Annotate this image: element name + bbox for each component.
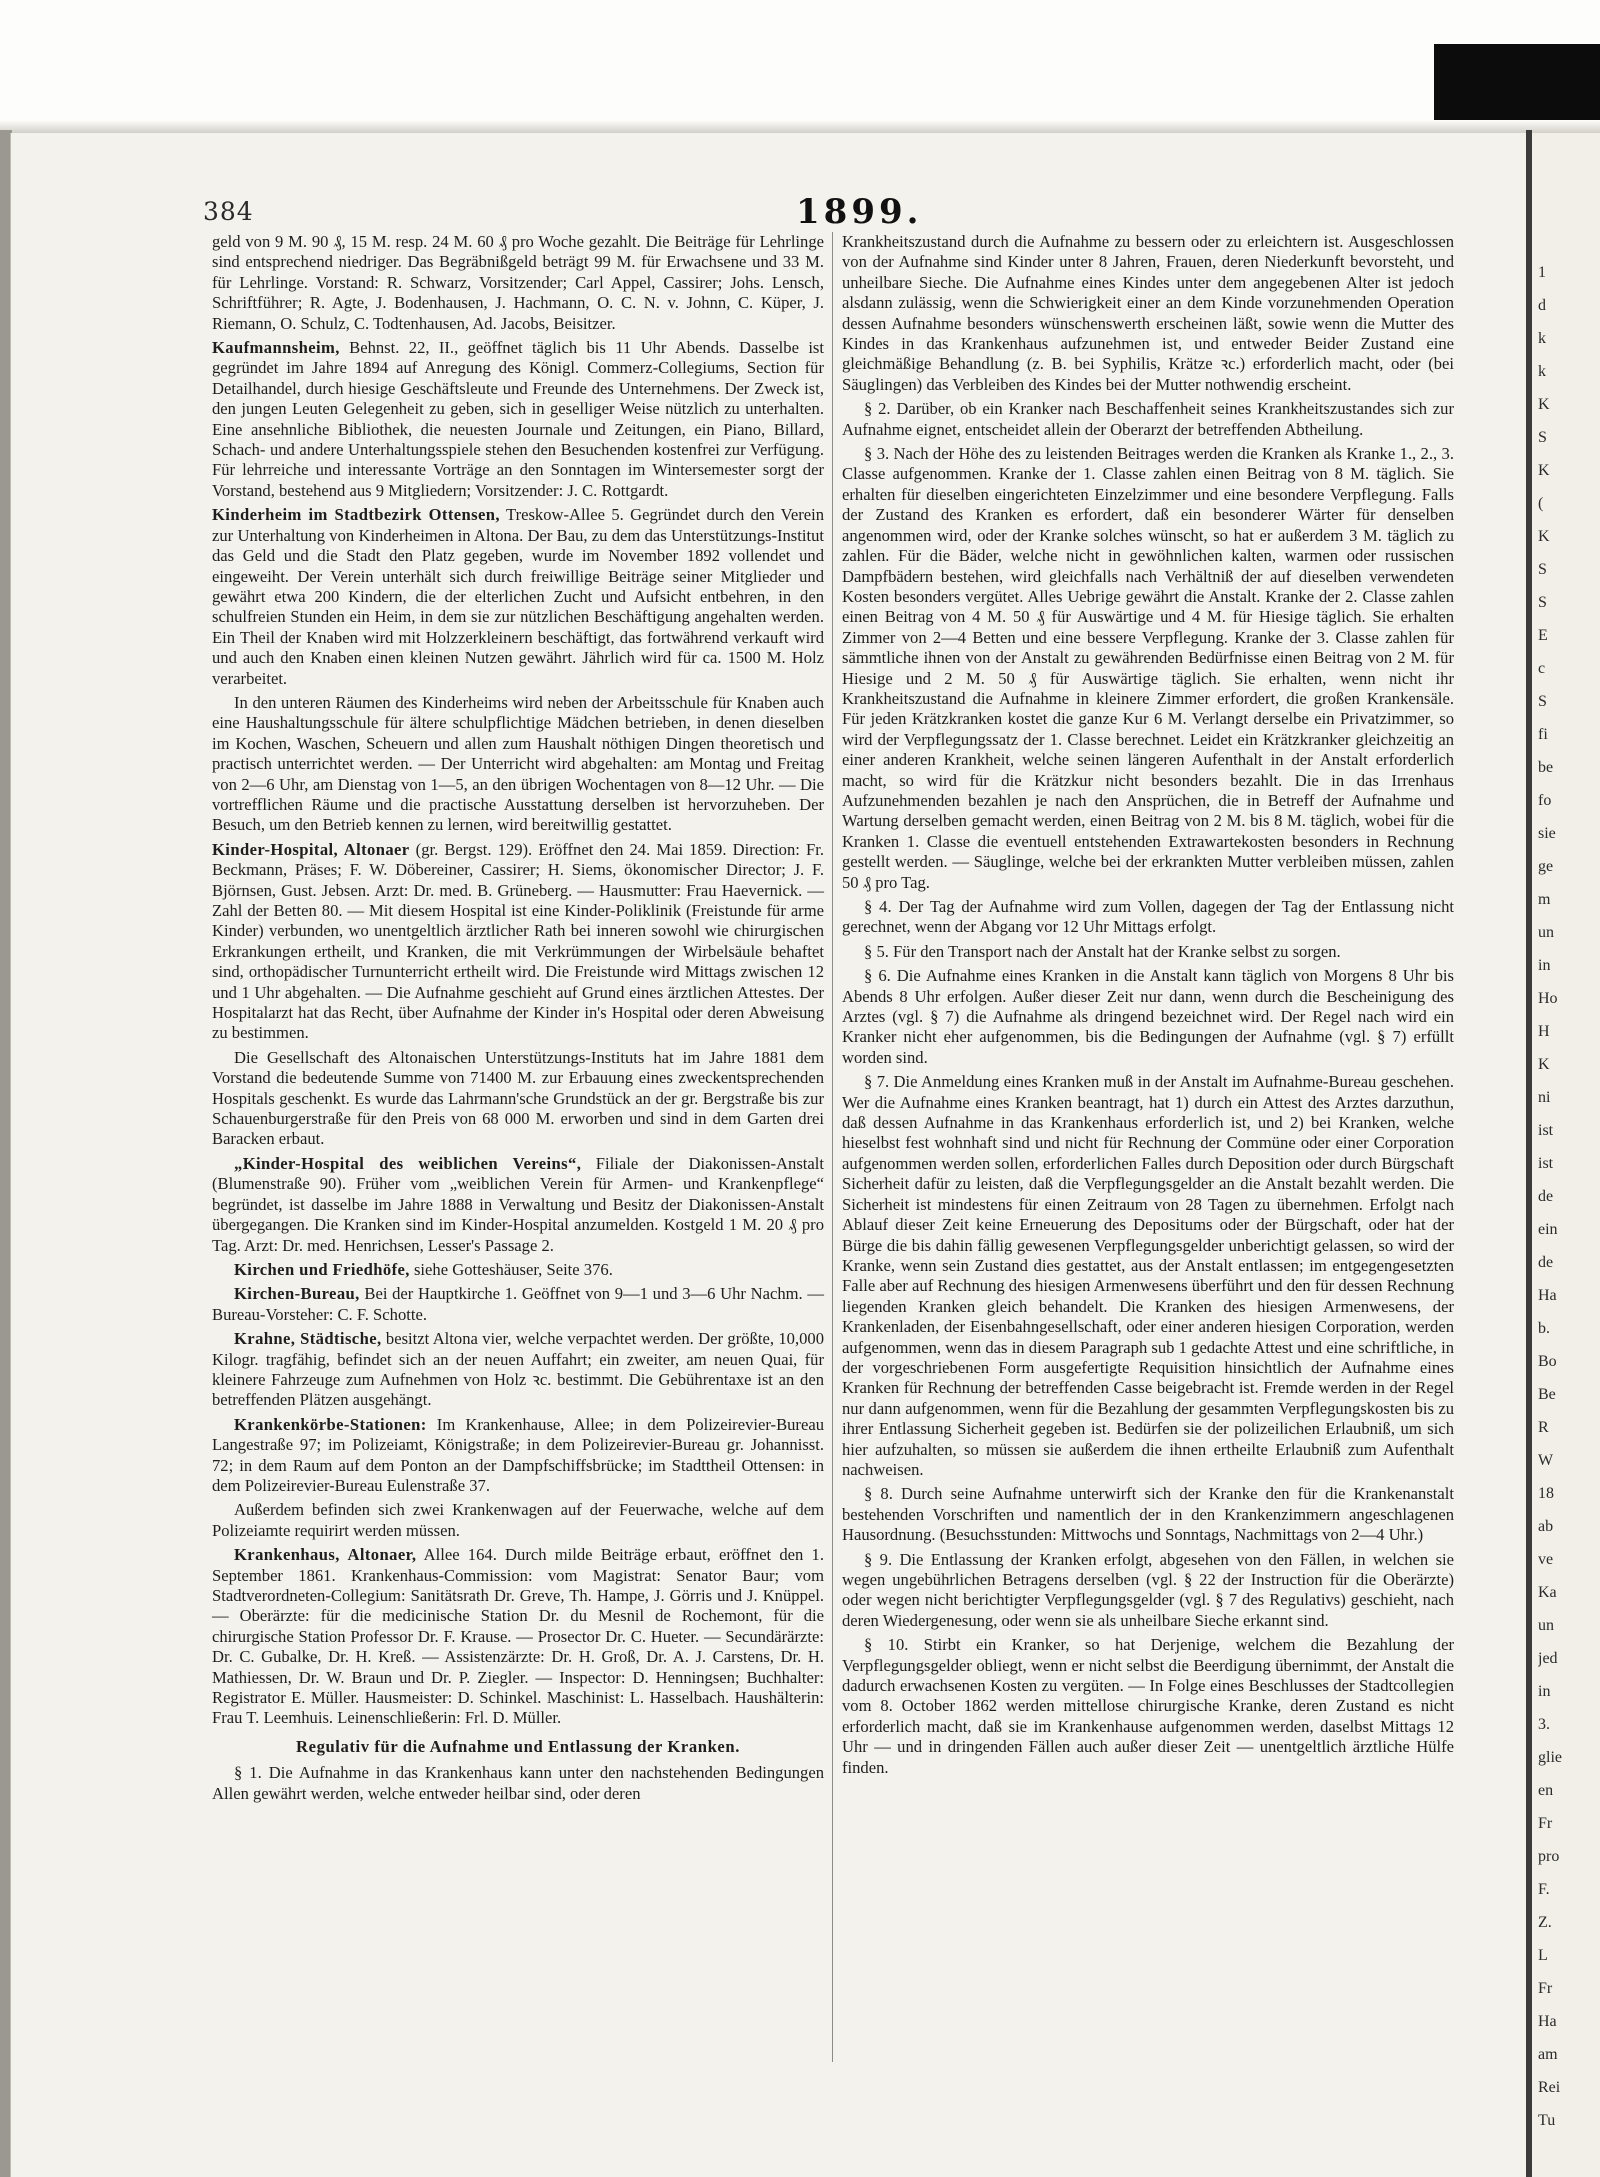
paragraph — [212, 1415, 824, 1497]
paragraph — [212, 1048, 824, 1150]
next-page-fragment: ist — [1538, 1122, 1554, 1139]
next-page-fragment: 3. — [1538, 1716, 1550, 1733]
paragraph-text: § 4. Der Tag der Aufnahme wird zum Vollen, dagegen der Tag der Entlassung nicht gerechnet, wenn der Abgang vor 12 Uhr Mittags erfolgt. — [842, 897, 1454, 937]
entry-heading: Krankenhaus, Altonaer, — [234, 1545, 417, 1565]
next-page-fragment: be — [1538, 759, 1554, 776]
next-page-fragment: de — [1538, 1188, 1554, 1205]
next-page-fragment: Ka — [1538, 1584, 1557, 1601]
entry-heading: „Kinder-Hospital des weiblichen Vereins“, — [234, 1153, 582, 1173]
paragraph — [212, 1329, 824, 1411]
paragraph — [212, 1260, 824, 1280]
paragraph — [212, 1154, 824, 1256]
next-page-fragment: b. — [1538, 1320, 1550, 1337]
next-page-fragment: Fr — [1538, 1980, 1553, 1997]
entry-heading: Krankenkörbe-Stationen: — [234, 1414, 427, 1434]
next-page-fragment: in — [1538, 957, 1551, 974]
next-page-fragment: S — [1538, 429, 1547, 446]
next-page-fragment: R — [1538, 1419, 1549, 1436]
next-page-fragment: ( — [1538, 495, 1544, 512]
next-page-fragment: in — [1538, 1683, 1551, 1700]
next-page-fragment: k — [1538, 330, 1546, 347]
page-top-shadow — [0, 120, 1600, 134]
paragraph-text: § 9. Die Entlassung der Kranken erfolgt, abgesehen von den Fällen, in welchen sie wegen ungebührlichen Betragens derselben (vgl. § 22 der Instruction für die Oberärzte) oder wegen nicht berichtigter Verpflegungsgelder (vgl. § 7 des Regulativs) geschieht, nach deren Wiedergenesung, oder wenn sie als unheilbare Sieche erkannt sind. — [842, 1549, 1454, 1630]
next-page-fragment: 18 — [1538, 1485, 1554, 1502]
page-number: 384 — [203, 197, 254, 226]
paragraph — [212, 1500, 824, 1541]
paragraph-text: (gr. Bergst. 129). Eröffnet den 24. Mai 1859. Direction: Fr. Beckmann, Präses; F. W. Döbereiner, Cassirer; H. Siems, ökonomischer Director; J. F. Björnsen, Gust. Jebsen. Arzt: Dr. med. B. Grüneberg. — Hausmutter: Frau Haevernick. — Zahl der Betten 80. — Mit diesem Hospital ist eine Kinder-Poliklinik (Freistunde für arme Kinder) verbunden, wo unentgeltlich ärztlicher Rath bei inneren sowohl wie chirurgischen Erkrankungen ertheilt, und Kranken, die mit Verkrümmungen der Wirbelsäule behaftet sind, orthopädischer Turnunterricht ertheilt wird. Die Freistunde wird Mittags zwischen 12 und 1 Uhr abgehalten. — Die Aufnahme geschieht auf Grund eines ärztlichen Attestes. Der Hospitalarzt hat das Recht, über Aufnahme der Kinder in's Hospital oder deren Abweisung zu bestimmen. — [212, 839, 824, 1043]
next-page-fragment: Fr — [1538, 1815, 1553, 1832]
next-page-fragment: jed — [1538, 1650, 1558, 1667]
paragraph — [842, 232, 1454, 395]
paragraph-text: Außerdem befinden sich zwei Krankenwagen auf der Feuerwache, welche auf dem Polizeiamte requirirt werden müssen. — [212, 1500, 824, 1540]
next-page-fragment: glie — [1538, 1749, 1562, 1766]
paragraph — [212, 1284, 824, 1325]
next-page-fragment: c — [1538, 660, 1546, 677]
next-page-fragment: ni — [1538, 1089, 1551, 1106]
paragraph-text: Allee 164. Durch milde Beiträge erbaut, eröffnet den 1. September 1861. Krankenhaus-Commission: vom Magistrat: Senator Baur; vom Stadtverordneten-Collegium: Sanitätsrath Dr. Greve, Th. Hampe, J. Görris und J. Knüppel. — Oberärzte: für die medicinische Station Dr. du Mesnil de Rochemont, für die chirurgische Station Professor Dr. F. Krause. — Prosector Dr. C. Hueter. — Secundärärzte: Dr. C. Gubalke, Dr. H. Kreß. — Assistenzärzte: Dr. H. Groß, Dr. A. J. Carstens, Dr. H. Mathiessen, Dr. W. Braun und Dr. P. Ziegler. — Inspector: D. Henningsen; Buchhalter: Registrator E. Müller. Hausmeister: D. Schinkel. Maschinist: L. Hasselbach. Haushälterin: Frau T. Leemhuis. Leinenschließerin: Frl. D. Müller. — [212, 1545, 824, 1728]
paragraph-text: Die Gesellschaft des Altonaischen Unterstützungs-Instituts hat im Jahre 1881 dem Vorstand die bedeutende Summe von 71400 M. zur Erbauung eines zweckentsprechenden Hospitals geschenkt. Es wurde das Lahrmann'sche Grundstück an der gr. Bergstraße bis zur Schauenburgerstraße für den Preis von 68 000 M. erworben und sind in dem Garten drei Baracken erbaut. — [212, 1047, 824, 1149]
paragraph — [842, 1550, 1454, 1632]
next-page-fragment: K — [1538, 462, 1550, 479]
paragraph — [212, 505, 824, 689]
next-page-fragment: Ho — [1538, 990, 1558, 1007]
paragraph — [842, 399, 1454, 440]
next-page-fragment: Z. — [1538, 1914, 1552, 1931]
next-page-fragment: en — [1538, 1782, 1554, 1799]
paragraph-text: geld von 9 M. 90 ₰, 15 M. resp. 24 M. 60 ₰ pro Woche gezahlt. Die Beiträge für Lehrlinge sind entsprechend niedriger. Das Begräbnißgeld beträgt 99 M. für Erwachsene und 33 M. für Lehrlinge. Vorstand: R. Schwarz, Vorsitzender; Carl Appel, Cassirer; Johs. Lensch, Schriftführer; R. Agte, J. Bodenhausen, J. Hachmann, O. C. N. v. Johnn, C. Küper, J. Riemann, O. Schulz, C. Todtenhausen, Ad. Jacobs, Beisitzer. — [212, 232, 824, 333]
entry-heading: Kaufmannsheim, — [212, 338, 340, 358]
next-page-fragment: ab — [1538, 1518, 1554, 1535]
next-page-fragment: Ha — [1538, 2013, 1557, 2030]
paragraph — [212, 693, 824, 836]
next-page-fragment: E — [1538, 627, 1548, 644]
paragraph-text: Treskow-Allee 5. Gegründet durch den Verein zur Unterhaltung von Kinderheimen in Altona. Der Bau, zu dem das Unterstützungs-Institut das Geld und die Stadt den Platz gegeben, wurde im November 1892 vollendet und eingeweiht. Der Verein unterhält sich durch freiwillige Beiträge seiner Mitglieder und gewährt etwa 200 Kindern, die der elterlichen Zucht und Aufsicht entbehren, in den schulfreien Stunden ein Heim, in dem sie zur nützlichen Beschäftigung angehalten werden. Ein Theil der Knaben wird mit Holzzerkleinern beschäftigt, das fortwährend verkauft wird und auch den Knaben einen kleinen Nutzen gewährt. Jährlich wird für ca. 1500 M. Holz verarbeitet. — [212, 505, 824, 688]
paragraph — [842, 1484, 1454, 1545]
paragraph — [842, 966, 1454, 1068]
paragraph-text: § 3. Nach der Höhe des zu leistenden Beitrages werden die Kranken als Kranke 1., 2., 3. Classe aufgenommen. Kranke der 1. Classe zahlen einen Beitrag von 8 M. täglich. Sie erhalten für dieselben eingerichteten Einzelzimmer und eine besondere Verpflegung. Falls der Zustand des Kranken es erfordert, daß ein besonderer Wärter für denselben angenommen wird, oder der Kranke solches wünscht, so hat er außerdem 3 M. täglich zu zahlen. Für die Bäder, welche nicht in gewöhnlichen kalten, warmen oder russischen Dampfbädern bestehen, wird gleichfalls nach Verhältniß der auf dieselben verwendeten Kosten besonders vergütet. Alles Uebrige gewährt die Anstalt. Kranke der 2. Classe zahlen einen Beitrag von 4 M. 50 ₰ für Auswärtige und 4 M. für Hiesige täglich. Sie erhalten Zimmer von 2—4 Betten und eine bessere Verpflegung. Kranke der 3. Classe zahlen für sämmtliche ihnen von der Anstalt zu gewährenden Bedürfnisse einen Beitrag von 2 M. für Hiesige und 2 M. 50 ₰ für Auswärtige täglich. Sie erhalten, wenn nicht ihr Krankheitszustand die Aufnahme in kleinere Zimmer erfordert, die großen Krankensäle. Für jeden Krätzkranken kostet die ganze Kur 6 M. Verlangt derselbe ein Privatzimmer, so wird der Verpflegungssatz der 1. Classe berechnet. Leidet ein Krätzkranker gleichzeitig an einer anderen Krankheit, welche seinen längeren Aufenthalt in der Anstalt erforderlich macht, so wird für die Krätzkur nicht besonders bezahlt. Die in das Irrenhaus Aufzunehmenden bezahlen je nach den Ansprüchen, die in Betreff der Aufnahme und Wartung derselben gemacht werden, einen Beitrag von 2 M. bis 8 M. täglich, wobei für die Kranken 1. Classe die eventuell entstehenden Extrawartekosten besonders in Rechnung gestellt werden. — Säuglinge, welche bei der erkrankten Mutter verbleiben müssen, zahlen 50 ₰ pro Tag. — [842, 444, 1454, 892]
entry-heading: Kinderheim im Stadtbezirk Ottensen, — [212, 505, 500, 525]
entry-heading: Krahne, Städtische, — [234, 1329, 382, 1349]
next-page-fragment: Tu — [1538, 2112, 1556, 2129]
next-page-fragment: 1 — [1538, 264, 1546, 281]
paragraph-text: besitzt Altona vier, welche verpachtet werden. Der größte, 10,000 Kilogr. tragfähig, befindet sich an der neuen Auffahrt; ein zweiter, am neuen Quai, für kleinere Fahrzeuge zum Aufnehmen von Holz ꝛc. bestimmt. Die Gebührentaxe ist an den betreffenden Plätzen ausgehängt. — [212, 1329, 824, 1410]
paragraph: § 1. Die Aufnahme in das Krankenhaus kann unter den nachstehenden Bedingungen Allen gewährt werden, welche entweder heilbar sind, oder deren — [212, 1763, 824, 1803]
paragraph-text: Filiale der Diakonissen-Anstalt (Blumenstraße 90). Früher vom „weiblichen Verein für Armen- und Krankenpflege“ begründet, ist dasselbe im Jahre 1888 in Verwaltung und Besitz der Diakonissen-Anstalt übergegangen. Die Kranken sind im Kinder-Hospital anzumelden. Kostgeld 1 M. 20 ₰ pro Tag. Arzt: Dr. med. Henrichsen, Lesser's Passage 2. — [212, 1153, 824, 1255]
next-page-fragment: K — [1538, 1056, 1550, 1073]
next-page-fragment: S — [1538, 594, 1547, 611]
next-page-edge — [1532, 133, 1600, 2177]
section-title: Regulativ für die Aufnahme und Entlassung der Kranken. — [296, 1736, 740, 1756]
paragraph-text: In den unteren Räumen des Kinderheims wird neben der Arbeitsschule für Knaben auch eine Haushaltungsschule für ältere schulpflichtige Mädchen betrieben, in denen dieselben im Kochen, Waschen, Scheuern und allen zum Haushalt nöthigen Dingen theoretisch und practisch unterrichtet werden. — Der Unterricht wird abgehalten: am Montag und Freitag von 2—6 Uhr, am Dienstag von 1—5, an den übrigen Wochentagen von 8—12 Uhr. — Die vortrefflichen Räume und die practische Ausstattung derselben ist hervorzuheben. Der Besuch, um den Betrieb kennen zu lernen, wird bereitwillig gestattet. — [212, 692, 824, 835]
next-page-fragment: am — [1538, 2046, 1558, 2063]
next-page-fragment: k — [1538, 363, 1546, 380]
paragraph-text: siehe Gotteshäuser, Seite 376. — [409, 1259, 613, 1279]
paragraph-text: § 6. Die Aufnahme eines Kranken in die Anstalt kann täglich von Morgens 8 Uhr bis Abends 8 Uhr erfolgen. Außer dieser Zeit nur dann, wenn durch die Bescheinigung des Arztes (vgl. § 7) die Aufnahme als dringend bezeichnet wird. Der Regel nach wird ein Kranker nicht eher aufgenommen, bis die Bedingungen der Aufnahme (vgl. § 7) erfüllt worden sind. — [842, 966, 1454, 1067]
paragraph — [842, 1635, 1454, 1778]
entry-heading: Kirchen und Friedhöfe, — [234, 1259, 410, 1279]
next-page-fragment: Be — [1538, 1386, 1556, 1403]
paragraph — [212, 232, 824, 334]
next-page-fragment: K — [1538, 528, 1550, 545]
next-page-fragment: Ha — [1538, 1287, 1557, 1304]
next-page-fragment: un — [1538, 1617, 1554, 1634]
next-page-fragment: H — [1538, 1023, 1550, 1040]
next-page-fragment: F. — [1538, 1881, 1550, 1898]
next-page-fragment: pro — [1538, 1848, 1560, 1865]
next-page-fragment: m — [1538, 891, 1551, 908]
next-page-fragment: ein — [1538, 1221, 1558, 1238]
paragraph-text: Behnst. 22, II., geöffnet täglich bis 11 Uhr Abends. Dasselbe ist gegründet im Jahre 1894 auf Anregung des Königl. Commerz-Collegiums, Section für Detailhandel, durch hiesige Geschäftsleute und Freunde des Unternehmens. Der Zweck ist, den jungen Leuten Gelegenheit zu geben, sich in geselliger Weise nützlich zu unterhalten. Eine ansehnliche Bibliothek, die neuesten Journale und Zeitungen, ein Piano, Billard, Schach- und andere Unterhaltungsspiele stehen den Besuchenden kostenfrei zur Verfügung. Für lehrreiche und interessante Vorträge an den Sonntagen im Wintersemester sorgt der Vorstand, bestehend aus 9 Mitgliedern; Vorsitzender: J. C. Rottgardt. — [212, 338, 824, 500]
next-page-fragment: un — [1538, 924, 1554, 941]
scan-edge-black — [1434, 44, 1600, 124]
paragraph-text: § 2. Darüber, ob ein Kranker nach Beschaffenheit seines Krankheitszustandes sich zur Aufnahme eignet, entscheidet allein der Oberarzt der betreffenden Abtheilung. — [842, 399, 1454, 439]
paragraph-text: Im Krankenhause, Allee; in dem Polizeirevier-Bureau Langestraße 97; im Polizeiamt, Königstraße; in dem Polizeirevier-Bureau gr. Johannisst. 72; in dem Raum auf dem Ponton an der Dampfschiffsbrücke; im Stadttheil Ottensen: in dem Polizeirevier-Bureau Eulenstraße 37. — [212, 1414, 824, 1495]
paragraph-text: § 10. Stirbt ein Kranker, so hat Derjenige, welchem die Bezahlung der Verpflegungsgelder obliegt, wenn er nicht selbst die Beerdigung übernimmt, der Anstalt die dadurch erwachsenen Kosten zu vergüten. — In Folge eines Beschlusses der Stadtcollegien vom 8. October 1862 werden mittellose chirurgische Kranke, deren Zustand es nicht erforderlich macht, daß sie im Krankenhause aufgenommen werden, daselbst Mittags 12 Uhr — und in dringenden Fällen auch außer dieser Zeit — unentgeltlich ärztliche Hülfe finden. — [842, 1635, 1454, 1777]
entry-heading: Kinder-Hospital, Altonaer — [212, 839, 410, 859]
next-page-fragment: ist — [1538, 1155, 1554, 1172]
paragraph — [842, 444, 1454, 893]
paragraph-text: Bei der Hauptkirche 1. Geöffnet von 9—1 und 3—6 Uhr Nachm. — Bureau-Vorsteher: C. F. Schotte. — [212, 1284, 824, 1324]
paragraph-text: Krankheitszustand durch die Aufnahme zu bessern oder zu erleichtern ist. Ausgeschlossen von der Aufnahme sind Kinder unter 8 Jahren, Frauen, deren Niederkunft bevorsteht, und unheilbare Sieche. Die Aufnahme eines Kindes unter dem angegebenen Alter ist jedoch alsdann zulässig, wenn die Schwierigkeit einer an dem Kinde vorzunehmenden Operation dessen Aufnahme besonders wünschenswerth erscheinen läßt, sowie wenn die Mutter des Kindes in das Krankenhaus aufzunehmen ist, und entweder Beider Zustand eine gleichmäßige Behandlung (z. B. bei Syphilis, Krätze ꝛc.) erforderlich macht, oder (bei Säuglingen) das Verbleiben des Kindes bei der Mutter nothwendig erscheint. — [842, 232, 1454, 394]
next-page-fragment: ge — [1538, 858, 1554, 875]
next-page-fragment: Bo — [1538, 1353, 1557, 1370]
paragraph — [212, 1545, 824, 1729]
paragraph — [842, 1072, 1454, 1480]
next-page-fragment: K — [1538, 396, 1550, 413]
paragraph — [212, 840, 824, 1044]
entry-heading: Kirchen-Bureau, — [234, 1284, 360, 1304]
next-page-fragment: S — [1538, 693, 1547, 710]
running-header-year: 1899. — [796, 192, 923, 232]
next-page-fragment: L — [1538, 1947, 1548, 1964]
right-column — [842, 232, 1454, 1782]
next-page-fragment: sie — [1538, 825, 1556, 842]
left-column — [212, 232, 824, 1808]
next-page-fragment: d — [1538, 297, 1546, 314]
next-page-fragment: fo — [1538, 792, 1552, 809]
column-rule — [832, 232, 833, 2062]
next-page-fragment: de — [1538, 1254, 1554, 1271]
next-page-fragment: Rei — [1538, 2079, 1561, 2096]
next-page-fragment: ve — [1538, 1551, 1554, 1568]
next-page-fragment: fi — [1538, 726, 1548, 743]
paragraph-text: § 5. Für den Transport nach der Anstalt hat der Kranke selbst zu sorgen. — [864, 941, 1341, 961]
paragraph-text: § 7. Die Anmeldung eines Kranken muß in der Anstalt im Aufnahme-Bureau geschehen. Wer die Aufnahme eines Kranken beantragt, hat 1) durch ein Attest des Arztes darzuthun, daß dessen Aufnahme in das Krankenhaus erforderlich ist, und 2) bei Kranken, welche hieselbst fest wohnhaft sind und nicht für Rechnung der Commüne oder einer Corporation aufgenommen werden sollen, erforderlichen Falles durch Deposition oder durch Bürgschaft Sicherheit dafür zu leisten, daß die Verpflegungsgelder an die Anstalt bezahlt werden. Die Sicherheit ist mindestens für einen Zeitraum von 28 Tagen zu übernehmen. Erfolgt nach Ablauf dieser Zeit keine Erneuerung des Depositums oder der Bürgschaft, oder hat der Bürge die bis dahin fällig gewesenen Verpflegungsgelder unberichtigt gelassen, so wird der Kranke, wenn sein Zustand dies gestattet, aus der Anstalt entlassen; im entgegengesetzten Falle aber auf Rechnung des hiesigen Armenwesens überführt und den für dessen Rechnung liegenden Kranken gleich behandelt. Die Kranken des hiesigen Armenwesens, der Krankenladen, der Eisenbahngesellschaft, oder einer anderen hiesigen Corporation, werden aufgenommen, wenn das in diesem Paragraph sub 1 gedachte Attest und eine schriftliche, in der vorgeschriebenen Form ausgefertigte Requisition hinsichtlich der Aufnahme eines Kranken für Rechnung der betreffenden Casse beigebracht ist. Fremde werden in der Regel nur dann aufgenommen, wenn für die Bezahlung der gesammten Verpflegungskosten bis zu ihrer Entlassung Sicherheit gegeben ist. Bedürfen sie der polizeilichen Erlaubniß, um sich hier aufzuhalten, so müssen sie außerdem die ihnen ertheilte Erlaubniß zum Aufenthalt nachweisen. — [842, 1072, 1454, 1479]
paragraph — [842, 897, 1454, 938]
next-page-fragment: S — [1538, 561, 1547, 578]
next-page-fragment: W — [1538, 1452, 1554, 1469]
paragraph-text: § 8. Durch seine Aufnahme unterwirft sich der Kranke den für die Krankenanstalt bestehenden Vorschriften und namentlich der in den Krankenzimmern angeschlagenen Hausordnung. (Besuchsstunden: Mittwochs und Sonntags, Nachmittags von 2—4 Uhr.) — [842, 1484, 1454, 1545]
paragraph — [212, 338, 824, 501]
paragraph — [842, 942, 1454, 962]
